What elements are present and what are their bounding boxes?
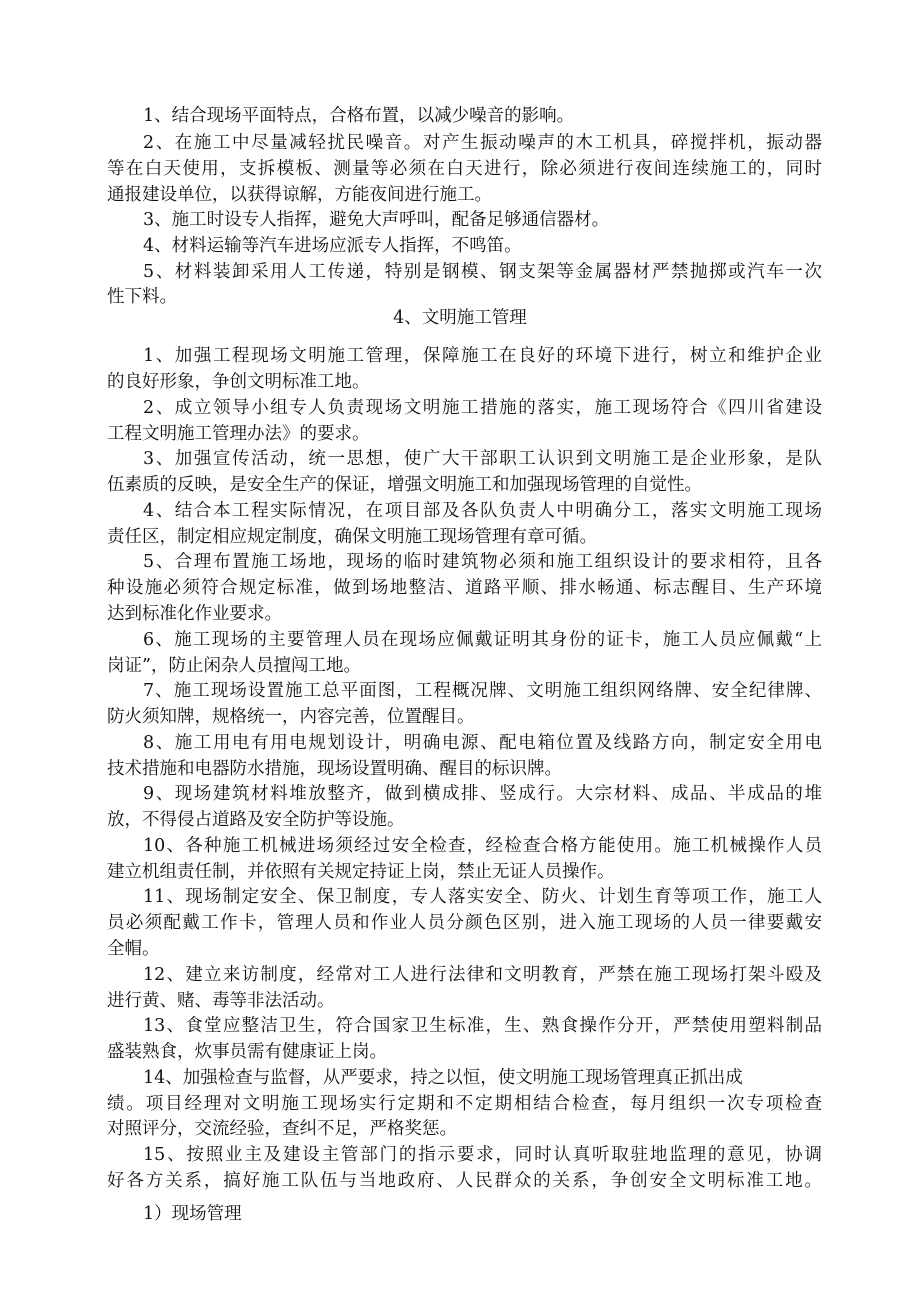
paragraph-line: 建立机组责任制，并依照有关规定持证上岗，禁止无证人员操作。 — [107, 862, 615, 882]
paragraph-line: 3、加强宣传活动，统一思想，使广大干部职工认识到文明施工是企业形象，是队 — [143, 449, 822, 469]
paragraph-line: 1、结合现场平面特点，合格布置，以减少噪音的影响。 — [143, 106, 575, 126]
paragraph-line: 1、加强工程现场文明施工管理，保障施工在良好的环境下进行，树立和维护企业 — [143, 346, 822, 366]
paragraph-line: 15、按照业主及建设主管部门的指示要求，同时认真听取驻地监理的意见，协调 — [143, 1145, 822, 1165]
paragraph-line: 达到标准化作业要求。 — [107, 604, 282, 624]
paragraph-line: 工程文明施工管理办法》的要求。 — [107, 424, 370, 444]
paragraph-line: 绩。项目经理对文明施工现场实行定期和不定期相结合检查，每月组织一次专项检查 — [107, 1094, 822, 1114]
paragraph-line: 放，不得侵占道路及安全防护等设施。 — [107, 810, 405, 830]
paragraph-line: 伍素质的反映，是安全生产的保证，增强文明施工和加强现场管理的自觉性。 — [107, 475, 702, 495]
paragraph-line: 等在白天使用，支拆模板、测量等必须在白天进行，除必须进行夜间连续施工的，同时 — [107, 159, 822, 179]
paragraph-line: 14、加强检查与监督，从严要求，持之以恒，使文明施工现场管理真正抓出成 — [143, 1068, 743, 1088]
paragraph-line: 员必须配戴工作卡，管理人员和作业人员分颜色区别，进入施工现场的人员一律要戴安 — [107, 913, 822, 933]
paragraph-line: 盛装熟食，炊事员需有健康证上岗。 — [107, 1042, 387, 1062]
paragraph-line: 7、施工现场设置施工总平面图，工程概况牌、文明施工组织网络牌、安全纪律牌、 — [143, 681, 822, 701]
paragraph-line: 通报建设单位，以获得谅解，方能夜间进行施工。 — [107, 185, 492, 205]
paragraph-line: 2、在施工中尽量减轻扰民噪音。对产生振动噪声的木工机具，碎搅拌机，振动器 — [143, 133, 822, 153]
paragraph-line: 12、建立来访制度，经常对工人进行法律和文明教育，严禁在施工现场打架斗殴及 — [143, 965, 822, 985]
paragraph-line: 的良好形象，争创文明标准工地。 — [107, 372, 370, 392]
paragraph-line: 3、施工时设专人指挥，避免大声呼叫，配备足够通信器材。 — [143, 210, 610, 230]
paragraph-line: 2、成立领导小组专人负责现场文明施工措施的落实，施工现场符合《四川省建设 — [143, 398, 822, 418]
paragraph-line: 种设施必须符合规定标准，做到场地整洁、道路平顺、排水畅通、标志醒目、生产环境 — [107, 578, 822, 598]
paragraph-line: 岗证”，防止闲杂人员擅闯工地。 — [107, 656, 361, 676]
section-heading: 4、文明施工管理 — [393, 308, 527, 328]
paragraph-line: 6、施工现场的主要管理人员在现场应佩戴证明其身份的证卡，施工人员应佩戴“上 — [143, 630, 822, 650]
paragraph-line: 13、食堂应整洁卫生，符合国家卫生标准，生、熟食操作分开，严禁使用塑料制品 — [143, 1016, 822, 1036]
paragraph-line: 10、各种施工机械进场须经过安全检查，经检查合格方能使用。施工机械操作人员 — [143, 836, 822, 856]
paragraph-line: 8、施工用电有用电规划设计，明确电源、配电箱位置及线路方向，制定安全用电 — [143, 733, 822, 753]
subsection-heading: 1）现场管理 — [143, 1204, 242, 1224]
paragraph-line: 5、合理布置施工场地，现场的临时建筑物必须和施工组织设计的要求相符，且各 — [143, 552, 822, 572]
paragraph-line: 对照评分，交流经验，查纠不足，严格奖惩。 — [107, 1119, 457, 1139]
paragraph-line: 全帽。 — [107, 939, 160, 959]
paragraph-line: 责任区，制定相应规定制度，确保文明施工现场管理有章可循。 — [107, 527, 597, 547]
paragraph-line: 11、现场制定安全、保卫制度，专人落实安全、防火、计划生育等项工作，施工人 — [143, 887, 822, 907]
paragraph-line: 进行黄、赌、毒等非法活动。 — [107, 991, 335, 1011]
paragraph-line: 4、材料运输等汽车进场应派专人指挥，不鸣笛。 — [143, 236, 522, 256]
paragraph-line: 5、材料装卸采用人工传递，特别是钢模、钢支架等金属器材严禁抛掷或汽车一次 — [143, 262, 822, 282]
paragraph-line: 好各方关系，搞好施工队伍与当地政府、人民群众的关系，争创安全文明标准工地。 — [107, 1171, 822, 1191]
paragraph-line: 4、结合本工程实际情况，在项目部及各队负责人中明确分工，落实文明施工现场 — [143, 501, 822, 521]
paragraph-line: 防火须知牌，规格统一，内容完善，位置醒目。 — [107, 707, 475, 727]
paragraph-line: 技术措施和电器防水措施，现场设置明确、醒目的标识牌。 — [107, 759, 562, 779]
paragraph-line: 性下料。 — [107, 287, 177, 307]
paragraph-line: 9、现场建筑材料堆放整齐，做到横成排、竖成行。大宗材料、成品、半成品的堆 — [143, 784, 822, 804]
